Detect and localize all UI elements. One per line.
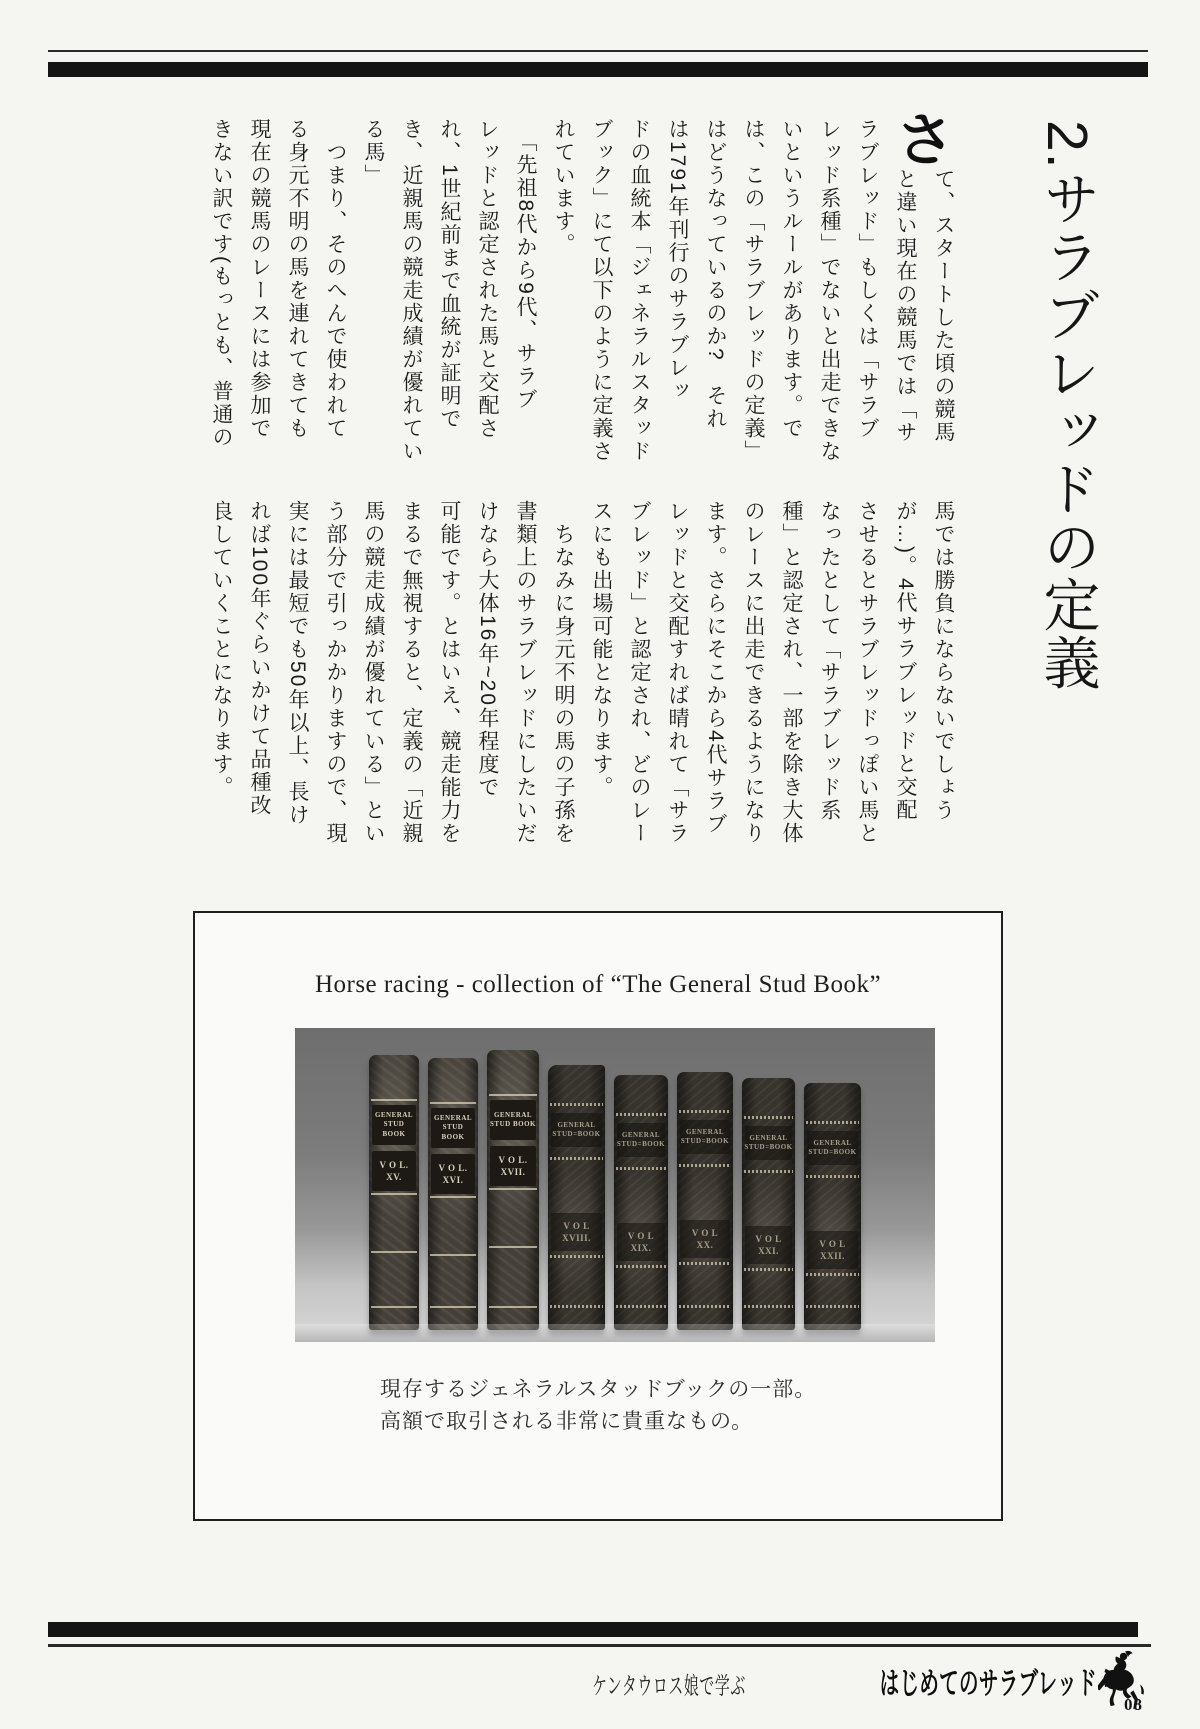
text-column: 可能です。とはいえ、競走能力を [438,500,461,845]
text-column: レッドと交配すれば晴れて「サラ [666,500,689,845]
dropcap: さ [896,108,955,173]
book-spine: GENERAL STUD=BOOK V O L XX. [677,1072,733,1330]
text-column: はどうなっているのか? それ [704,118,727,431]
text-column: う部分で引っかかりますので、現 [324,500,347,845]
page-number: 08 [1124,1695,1143,1714]
text-column: 書類上のサラブレッドにしたいだ [514,500,537,845]
figure-caption [380,1373,816,1437]
body-text-band-1 [202,118,962,470]
bottom-rule-thin [48,1644,1151,1647]
text-column: なったとして「サラブレッド系 [818,500,841,822]
book-spine: GENERAL STUD=BOOK V O L XXI. [742,1078,795,1330]
top-rule-thick [48,62,1148,77]
text-column: 良していくことになります。 [210,500,233,799]
text-column: ます。さらにそこから4代サラブ [704,500,727,836]
text-column: る身元不明の馬を連れてきても [286,118,309,440]
text-column: いというルールがあります。で [780,118,803,440]
text-column: て、スタートした頃の競馬 [932,168,955,444]
text-column: と違い現在の競馬では「サ [894,168,917,444]
text-column: ドの血統本「ジェネラルスタッド [628,118,651,463]
text-column: は、この「サラブレッドの定義」 [742,118,765,463]
text-column: 実には最短でも50年以上、長け [286,500,309,827]
top-rule-thin [48,50,1148,52]
text-column: れています。 [552,118,575,256]
book-spine: GENERAL STUD BOOK V O L. XVI. [428,1058,478,1330]
text-column: ブレッド」と認定され、どのレー [628,500,651,845]
figure-frame [193,911,1003,1521]
text-column: のレースに出走できるようになり [742,500,765,845]
text-column: 「先祖8代から9代、サラブ [514,118,537,411]
book-spine: GENERAL STUD=BOOK V O L XVIII. [548,1065,605,1330]
text-column: させるとサラブレッドっぽい馬と [856,500,879,845]
section-title: 2.サラブレッドの定義 [1035,120,1099,692]
figure-caption-line-2: 高額で取引される非常に貴重なもの。 [380,1409,754,1433]
text-column: レッドと認定された馬と交配さ [476,118,499,440]
book-spine: GENERAL STUD=BOOK V O L XIX. [614,1075,668,1330]
text-column: ちなみに身元不明の馬の子孫を [552,500,575,845]
figure-caption-line-1: 現存するジェネラルスタッドブックの一部。 [380,1377,817,1401]
book-spine: GENERAL STUD=BOOK V O L XXII. [804,1083,861,1330]
footer-series-label: ケンタウロス娘で学ぶ [592,1673,747,1700]
text-column: き、近親馬の競走成績が優れてい [400,118,423,463]
text-column: 馬では勝負にならないでしょう [932,500,955,822]
text-column: が…)。4代サラブレッドと交配 [894,500,917,822]
text-column: 現在の競馬のレースには参加で [248,118,271,440]
book-spine: GENERAL STUD BOOK V O L. XVII. [487,1050,539,1330]
text-column: れば100年ぐらいかけて品種改 [248,500,271,818]
stud-book-photo [295,1028,935,1342]
text-column: けなら大体16年~20年程度で [476,500,499,799]
figure-heading: Horse racing - collection of “The General Stud Book” [314,971,882,998]
text-column: スにも出場可能となります。 [590,500,613,799]
text-column: れ、1世紀前まで血統が証明で [438,118,461,431]
body-text-band-2 [202,500,962,852]
footer-running-title [300,1658,1097,1702]
text-column: つまり、そのへんで使われて [324,118,347,440]
book-spine: GENERAL STUD BOOK V O L. XV. [369,1055,419,1330]
text-column: 種」と認定され、一部を除き大体 [780,500,803,845]
text-column: きない訳です(もっとも、普通の [210,118,233,449]
text-column: まるで無視すると、定義の「近親 [400,500,423,845]
footer-book-title: はじめてのサラブレッド [879,1666,1097,1701]
book-shelf [295,1028,935,1342]
text-column: 馬の競走成績が優れている」とい [362,500,385,845]
text-column: レッド系種」でないと出走できな [818,118,841,463]
text-column: ラブレッド」もしくは「サラブ [856,118,879,440]
text-column: ブック」にて以下のように定義さ [590,118,613,463]
bottom-rule-thick [48,1622,1138,1637]
text-column: は1791年刊行のサラブレッ [666,118,689,403]
text-column: る馬」 [362,118,385,187]
